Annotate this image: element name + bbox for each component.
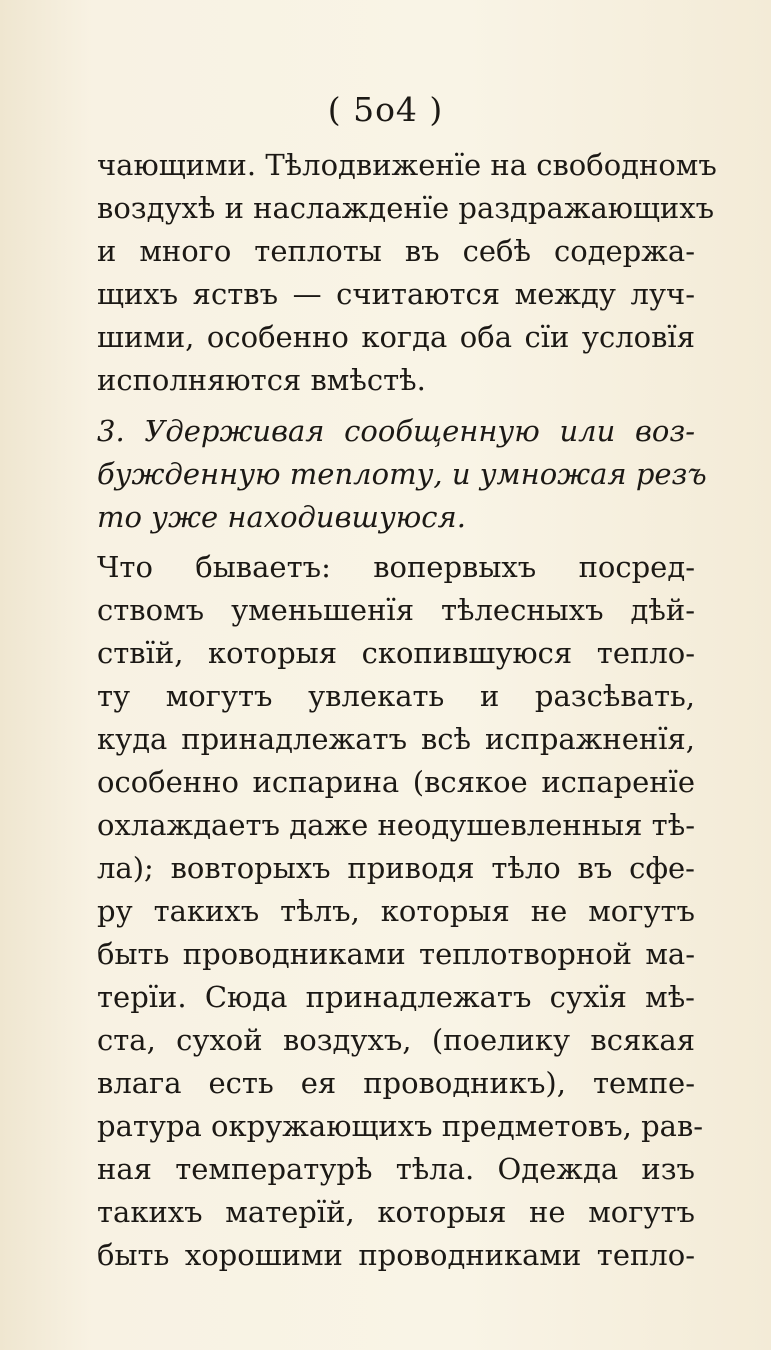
text-line: куда принадлежатъ всѣ испражненїя, — [97, 722, 695, 756]
paragraph-2 — [97, 546, 704, 1277]
paragraph-1 — [97, 144, 717, 402]
text-line: охлаждаетъ даже неодушевленныя тѣ- — [97, 808, 695, 842]
text-line: быть хорошими проводниками тепло- — [97, 1238, 695, 1272]
text-line: ста, сухой воздухъ, (поелику всякая — [97, 1023, 695, 1057]
page-number: ( 5o4 ) — [327, 90, 444, 129]
text-line: чающими. Тѣлодвиженїе на свободномъ — [97, 148, 717, 182]
text-line: Что бываетъ: вопервыхъ посред- — [97, 550, 695, 584]
text-line: ру такихъ тѣлъ, которыя не могутъ — [97, 894, 695, 928]
text-line: ратура окружающихъ предметовъ, рав- — [97, 1109, 704, 1143]
text-line: особенно испарина (всякое испаренїе — [97, 765, 695, 799]
text-line: исполняются вмѣстѣ. — [97, 363, 426, 397]
text-line: ная температурѣ тѣла. Одежда изъ — [97, 1152, 695, 1186]
text-line: щихъ яствъ — считаются между луч- — [97, 277, 695, 311]
text-line: такихъ матерїй, которыя не могутъ — [97, 1195, 695, 1229]
text-line: ствомъ уменьшенїя тѣлесныхъ дѣй- — [97, 593, 695, 627]
text-line: и много теплоты въ себѣ содержа- — [97, 234, 695, 268]
text-line: влага есть ея проводникъ), темпе- — [97, 1066, 695, 1100]
text-line: ту могутъ увлекать и разсѣвать, — [97, 679, 695, 713]
text-line: шими, особенно когда оба сїи условїя — [97, 320, 695, 354]
heading-line: бужденную теплоту, и умножая резъ — [97, 457, 707, 491]
text-line: ствїй, которыя скопившуюся тепло- — [97, 636, 695, 670]
text-line: воздухѣ и наслажденїе раздражающихъ — [97, 191, 715, 225]
text-line: быть проводниками теплотворной ма- — [97, 937, 695, 971]
section-heading-3 — [97, 410, 707, 539]
heading-line: то уже находившуюся. — [97, 500, 466, 534]
heading-line: 3. Удерживая сообщенную или воз- — [97, 414, 695, 448]
text-line: терїи. Сюда принадлежатъ сухїя мѣ- — [97, 980, 695, 1014]
text-line: ла); вовторыхъ приводя тѣло въ сфе- — [97, 851, 695, 885]
